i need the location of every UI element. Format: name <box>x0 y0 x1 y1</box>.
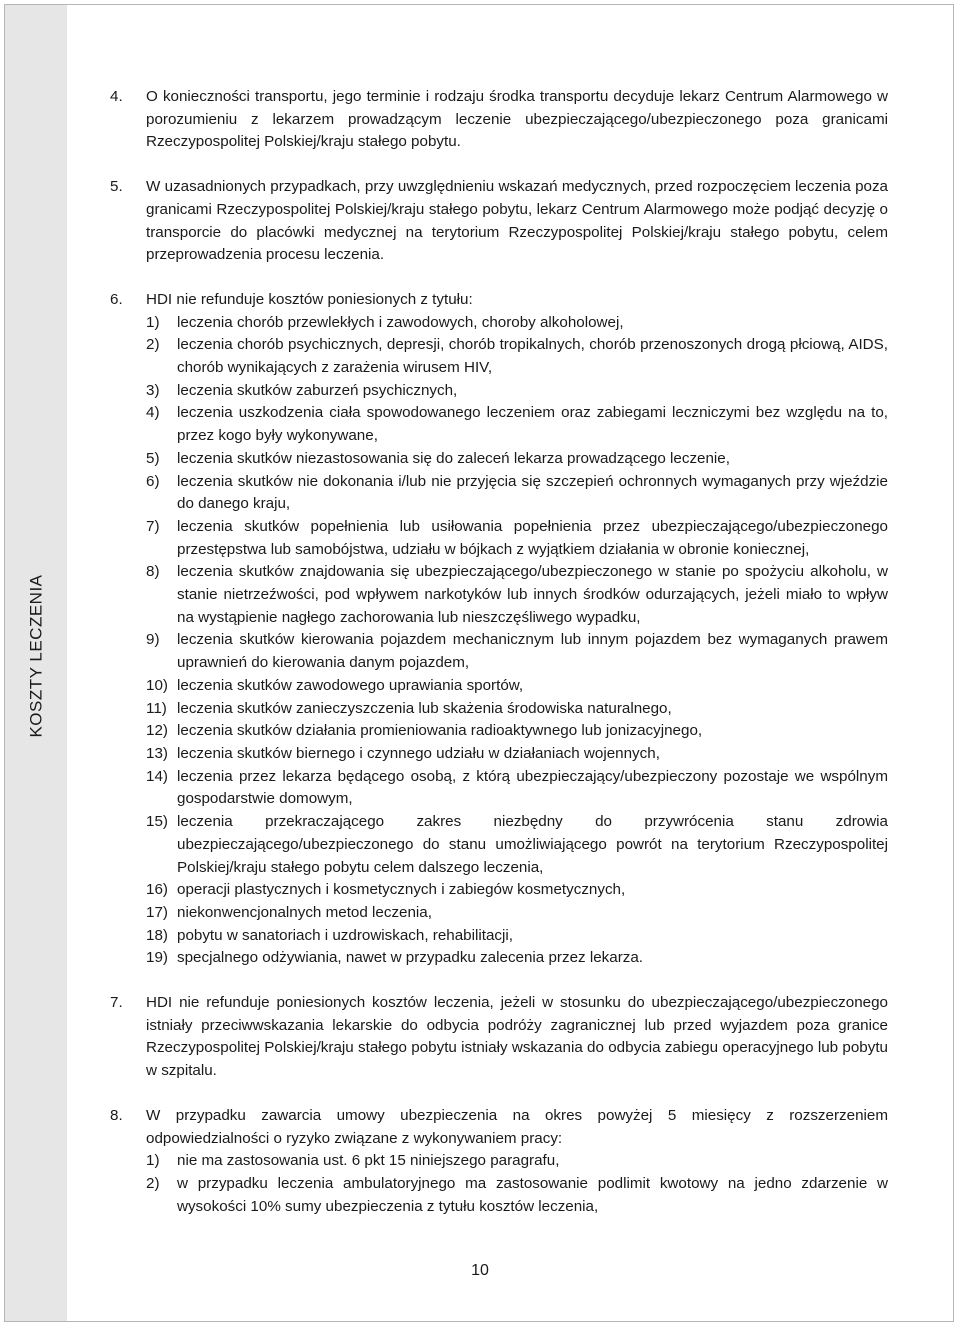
paragraph-text: W uzasadnionych przypadkach, przy uwzględnieniu wskazań medycznych, przed rozpoczęciem leczenia poza granicami Rzeczypospolitej Polskiej/kraju stałego pobytu, lekarz Centrum Alarmowego może podjąć decyzję o transporcie do placówki medycznej na terytorium Rzeczypospolitej Polskiej/kraju stałego pobytu, celem przeprowadzenia procesu leczenia. <box>146 178 888 264</box>
list-item <box>110 312 888 335</box>
list-text: leczenia skutków znajdowania się ubezpieczającego/ubezpieczonego w stanie po spożyciu alkoholu, w stanie nietrzeźwości, pod wpływem narkotyków lub innych środków odurzających, jeżeli miało to wpływ na wystąpienie nagłego zachorowania lub nieszczęśliwego wypadku, <box>177 563 888 626</box>
list-number: 14) <box>146 767 168 785</box>
list-item <box>110 720 888 743</box>
list-item <box>110 448 888 471</box>
list-item <box>110 925 888 948</box>
list-item <box>110 380 888 403</box>
list-item <box>110 766 888 811</box>
paragraph-text: HDI nie refunduje kosztów poniesionych z tytułu: <box>146 290 473 308</box>
list-number: 1) <box>146 1152 160 1170</box>
list-text: leczenia chorób psychicznych, depresji, chorób tropikalnych, chorób przenoszonych drogą płciową, AIDS, chorób wynikających z zarażenia wirusem HIV, <box>177 336 888 377</box>
list-text: leczenia przekraczającego zakres niezbędny do przywrócenia stanu zdrowia ubezpieczającego/ubezpieczonego do stanu umożliwiającego powrót na terytorium Rzeczypospolitej Polskiej/kraju stałego pobytu celem dalszego leczenia, <box>177 813 888 876</box>
list-text: leczenia skutków kierowania pojazdem mechanicznym lub innym pojazdem bez wymaganych prawem uprawnień do kierowania danym pojazdem, <box>177 631 888 672</box>
list-number: 17) <box>146 903 168 921</box>
paragraph-text: W przypadku zawarcia umowy ubezpieczenia na okres powyżej 5 miesięcy z rozszerzeniem odpowiedzialności o ryzyko związane z wykonywaniem pracy: <box>146 1106 888 1147</box>
list-item <box>110 698 888 721</box>
list-number: 4) <box>146 404 160 422</box>
list-text: leczenia chorób przewlekłych i zawodowych, choroby alkoholowej, <box>177 313 624 331</box>
list-text: w przypadku leczenia ambulatoryjnego ma zastosowanie podlimit kwotowy na jedno zdarzenie w wysokości 10% sumy ubezpieczenia z tytułu kosztów leczenia, <box>177 1174 888 1215</box>
list-item <box>110 743 888 766</box>
paragraph-5 <box>110 176 888 267</box>
list-text: niekonwencjonalnych metod leczenia, <box>177 903 432 921</box>
list-number: 11) <box>146 699 167 717</box>
list-item <box>110 675 888 698</box>
list-number: 9) <box>146 631 160 649</box>
paragraph-number: 8. <box>110 1106 123 1124</box>
list-number: 1) <box>146 313 160 331</box>
list-text: leczenia skutków popełnienia lub usiłowania popełnienia przez ubezpieczającego/ubezpieczonego przestępstwa lub samobójstwa, udziału w bójkach z wyjątkiem działania w obronie koniecznej, <box>177 517 888 558</box>
paragraph-number: 4. <box>110 88 123 105</box>
list-number: 2) <box>146 1174 160 1192</box>
list-text: leczenia skutków zanieczyszczenia lub skażenia środowiska naturalnego, <box>177 699 672 717</box>
list-number: 10) <box>146 676 168 694</box>
list-number: 5) <box>146 449 160 467</box>
list-item <box>110 471 888 516</box>
list-item <box>110 561 888 629</box>
list-number: 15) <box>146 813 168 831</box>
paragraph-8 <box>110 1105 888 1219</box>
list-text: leczenia skutków zawodowego uprawiania sportów, <box>177 676 524 694</box>
paragraph-number: 5. <box>110 178 123 196</box>
list-number: 12) <box>146 722 168 740</box>
list-text: leczenia skutków nie dokonania i/lub nie przyjęcia się szczepień ochronnych wymaganych przy wjeździe do danego kraju, <box>177 472 888 513</box>
list-item <box>110 629 888 674</box>
section-label-text: KOSZTY LECZENIA <box>27 574 46 738</box>
list-text: leczenia skutków biernego i czynnego udziału w działaniach wojennych, <box>177 744 660 762</box>
list-text: pobytu w sanatoriach i uzdrowiskach, rehabilitacji, <box>177 926 513 944</box>
list-text: specjalnego odżywiania, nawet w przypadku zalecenia przez lekarza. <box>177 949 644 967</box>
list-number: 18) <box>146 926 168 944</box>
section-label <box>12 570 62 742</box>
list-item <box>110 516 888 561</box>
list-number: 19) <box>146 949 168 967</box>
paragraph-6 <box>110 289 888 970</box>
page-number: 10 <box>471 1262 489 1279</box>
list-text: leczenia przez lekarza będącego osobą, z którą ubezpieczający/ubezpieczony pozostaje we wspólnym gospodarstwie domowym, <box>177 767 888 808</box>
list-text: nie ma zastosowania ust. 6 pkt 15 niniejszego paragrafu, <box>177 1152 560 1170</box>
list-item <box>110 334 888 379</box>
list-text: leczenia skutków niezastosowania się do zaleceń lekarza prowadzącego leczenie, <box>177 449 730 467</box>
list-number: 6) <box>146 472 160 490</box>
list-item <box>110 1173 888 1218</box>
list-text: leczenia uszkodzenia ciała spowodowanego leczeniem oraz zabiegami leczniczymi bez względu na to, przez kogo były wykonywane, <box>177 404 888 445</box>
list-item <box>110 902 888 925</box>
list-item <box>110 1150 888 1173</box>
list-item <box>110 879 888 902</box>
list-number: 8) <box>146 563 160 581</box>
list-number: 7) <box>146 517 160 535</box>
list-item <box>110 402 888 447</box>
list-number: 3) <box>146 381 160 399</box>
list-number: 16) <box>146 881 168 899</box>
list-number: 2) <box>146 336 160 354</box>
paragraph-number: 7. <box>110 994 123 1012</box>
list-text: leczenia skutków zaburzeń psychicznych, <box>177 381 458 399</box>
list-text: operacji plastycznych i kosmetycznych i zabiegów kosmetycznych, <box>177 881 626 899</box>
list-number: 13) <box>146 744 168 762</box>
paragraph-number: 6. <box>110 290 123 308</box>
paragraph-text: HDI nie refunduje poniesionych kosztów leczenia, jeżeli w stosunku do ubezpieczającego/ubezpieczonego istniały przeciwwskazania lekarskie do odbycia podróży zagranicznej lub przed wyjazdem poza granice Rzeczypospolitej Polskiej/kraju stałego pobytu istniały wskazania do odbycia zabiegu operacyjnego lub pobytu w szpitalu. <box>146 994 888 1080</box>
paragraph-4 <box>110 86 888 154</box>
list-text: leczenia skutków działania promieniowania radioaktywnego lub jonizacyjnego, <box>177 722 703 740</box>
paragraph-7 <box>110 992 888 1083</box>
list-item <box>110 811 888 879</box>
paragraph-text: O konieczności transportu, jego terminie i rodzaju środka transportu decyduje lekarz Centrum Alarmowego w porozumieniu z lekarzem prowadzącym leczenie ubezpieczającego/ubezpieczonego poza granicami Rzeczypospolitej Polskiej/kraju stałego pobytu. <box>146 88 888 151</box>
list-item <box>110 947 888 970</box>
document-body <box>110 86 888 1240</box>
